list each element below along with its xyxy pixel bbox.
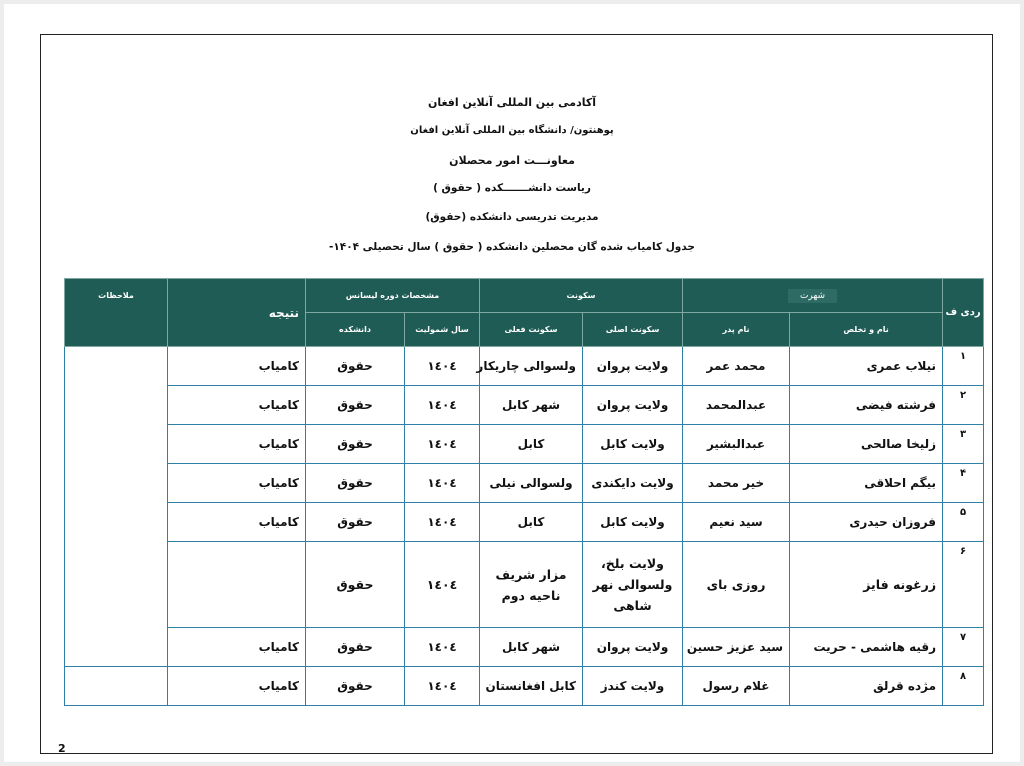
deputy-title: معاونـــت امور محصلان	[449, 154, 575, 167]
result: کامیاب	[168, 347, 306, 386]
original-residence: ولایت بلخ، ولسوالی نهر شاهی	[583, 542, 683, 628]
table-row	[65, 347, 984, 386]
university-title: پوهنتون/ دانشگاه بین المللی آنلاین افغان	[410, 125, 614, 136]
current-residence: ولسوالی نیلی	[480, 464, 583, 503]
enrollment-year: ۱٤۰٤	[405, 542, 480, 628]
result: کامیاب	[168, 503, 306, 542]
father-name: سید نعیم	[683, 503, 790, 542]
name-header: نام و تخلص	[790, 313, 943, 347]
result	[168, 542, 306, 628]
father-name: عبدالبشیر	[683, 425, 790, 464]
student-name: مژده قرلق	[790, 667, 943, 706]
faculty: حقوق	[306, 425, 405, 464]
student-name: زلیخا صالحی	[790, 425, 943, 464]
row-number: ۲	[943, 386, 984, 425]
student-name: نیلاب عمری	[790, 347, 943, 386]
document-page	[4, 4, 1020, 762]
enrollment-year: ۱٤۰٤	[405, 425, 480, 464]
enrollment-year: ۱٤۰٤	[405, 464, 480, 503]
table-row	[65, 464, 984, 503]
current-residence-header: سکونت فعلی	[480, 313, 583, 347]
page-number: 2	[58, 742, 66, 755]
enrollment-year: ۱٤۰٤	[405, 386, 480, 425]
table-row	[65, 503, 984, 542]
fame-header-label: شهرت	[788, 289, 837, 303]
original-residence: ولایت پروان	[583, 347, 683, 386]
student-name: فروزان حیدری	[790, 503, 943, 542]
father-name: خیر محمد	[683, 464, 790, 503]
result: کامیاب	[168, 628, 306, 667]
original-residence: ولایت کابل	[583, 425, 683, 464]
teaching-management-title: مدیریت تدریسی دانشکده (حقوق)	[425, 211, 599, 223]
row-number: ۷	[943, 628, 984, 667]
table-row	[65, 386, 984, 425]
row-number: ۶	[943, 542, 984, 628]
table-row	[65, 628, 984, 667]
original-residence-header: سکونت اصلی	[583, 313, 683, 347]
father-name: سید عزیز حسین	[683, 628, 790, 667]
faculty-presidency-title: ریاست دانشـــــــکده ( حقوق )	[433, 182, 591, 194]
father-name: روزی بای	[683, 542, 790, 628]
table-row	[65, 667, 984, 706]
original-residence: ولایت پروان	[583, 628, 683, 667]
student-name: رقیه هاشمی - حریت	[790, 628, 943, 667]
current-residence: کابل افغانستان	[480, 667, 583, 706]
table-caption: جدول کامیاب شده گان محصلین دانشکده ( حقوق ) سال تحصیلی ۱۴۰۴-	[329, 241, 695, 253]
program-header: مشخصات دوره لیسانس	[306, 279, 480, 313]
table-row	[65, 425, 984, 464]
faculty: حقوق	[306, 542, 405, 628]
result-header: نتیجه	[168, 279, 306, 347]
father-header: نام پدر	[683, 313, 790, 347]
enrollment-year-header: سال شمولیت	[405, 313, 480, 347]
student-name: زرغونه فایز	[790, 542, 943, 628]
current-residence: کابل	[480, 425, 583, 464]
enrollment-year: ۱٤۰٤	[405, 667, 480, 706]
academy-title: آکادمی بین المللی آنلاین افغان	[427, 96, 597, 109]
result: کامیاب	[168, 425, 306, 464]
faculty-header: دانشکده	[306, 313, 405, 347]
table-header-row-1	[65, 279, 984, 313]
enrollment-year: ۱٤۰٤	[405, 347, 480, 386]
current-residence: شهر کابل	[480, 386, 583, 425]
result: کامیاب	[168, 667, 306, 706]
father-name: عبدالمحمد	[683, 386, 790, 425]
enrollment-year: ۱٤۰٤	[405, 628, 480, 667]
father-name: محمد عمر	[683, 347, 790, 386]
row-number-header: ردی ف	[943, 279, 984, 347]
original-residence: ولایت پروان	[583, 386, 683, 425]
table-row	[65, 542, 984, 628]
faculty: حقوق	[306, 628, 405, 667]
original-residence: ولایت کابل	[583, 503, 683, 542]
row-number: ۱	[943, 347, 984, 386]
fame-header	[683, 279, 943, 313]
result: کامیاب	[168, 464, 306, 503]
current-residence: مزار شریف ناحیه دوم	[480, 542, 583, 628]
current-residence: شهر کابل	[480, 628, 583, 667]
faculty: حقوق	[306, 347, 405, 386]
faculty: حقوق	[306, 464, 405, 503]
row-number: ۳	[943, 425, 984, 464]
notes	[65, 347, 168, 667]
original-residence: ولایت دایکندی	[583, 464, 683, 503]
student-name: بیگم احلاقی	[790, 464, 943, 503]
residence-header: سکونت	[480, 279, 683, 313]
row-number: ۴	[943, 464, 984, 503]
notes	[65, 667, 168, 706]
original-residence: ولایت کندز	[583, 667, 683, 706]
faculty: حقوق	[306, 667, 405, 706]
faculty: حقوق	[306, 386, 405, 425]
faculty: حقوق	[306, 503, 405, 542]
current-residence: کابل	[480, 503, 583, 542]
student-name: فرشته فیضی	[790, 386, 943, 425]
row-number: ۸	[943, 667, 984, 706]
row-number: ۵	[943, 503, 984, 542]
result: کامیاب	[168, 386, 306, 425]
enrollment-year: ۱٤۰٤	[405, 503, 480, 542]
current-residence: ولسوالی چاریکار	[480, 347, 583, 386]
graduates-table	[64, 278, 984, 706]
father-name: غلام رسول	[683, 667, 790, 706]
notes-header: ملاحظات	[65, 279, 168, 347]
